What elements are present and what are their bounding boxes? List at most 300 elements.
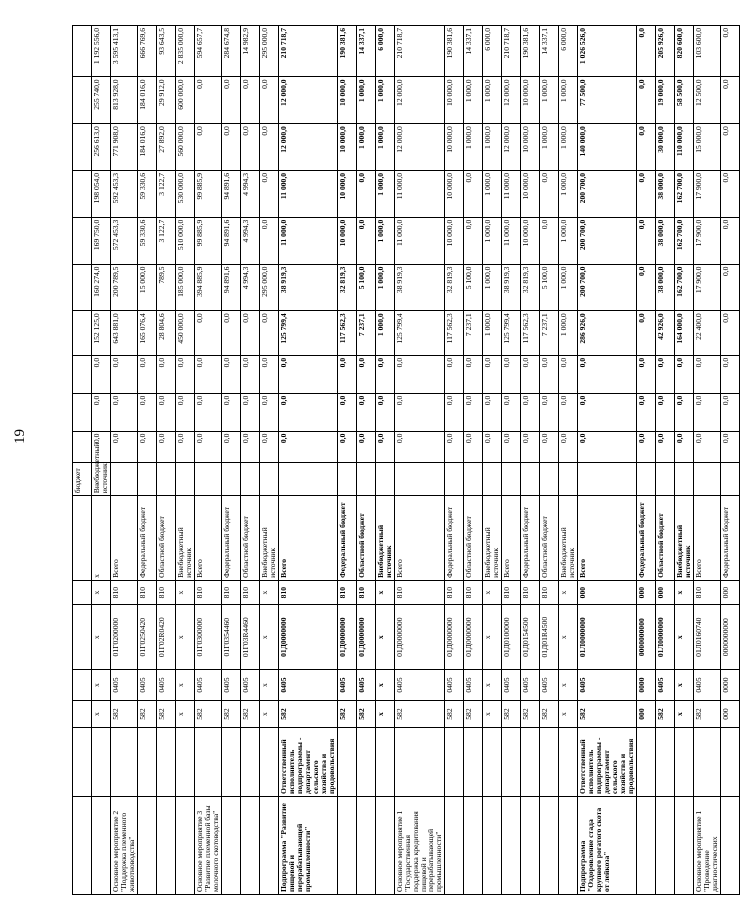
table-cell: [375, 727, 394, 796]
table-cell: 4 994,3: [240, 170, 259, 217]
table-cell: Всего: [502, 496, 521, 581]
table-cell: 117 562,3: [521, 311, 540, 356]
table-cell: 0000: [637, 669, 656, 700]
table-cell: 0,0: [356, 217, 375, 264]
table-cell: [559, 796, 578, 894]
table-cell: 0,0: [375, 393, 394, 431]
table-cell: 200 700,0: [578, 264, 637, 311]
table-cell: 0,0: [175, 431, 194, 462]
table-cell: [194, 727, 221, 796]
table-cell: 6 000,0: [483, 26, 502, 77]
table-cell: 01Г0200000: [111, 605, 138, 670]
table-cell: 12 000,0: [502, 77, 521, 124]
table-cell: 582: [111, 701, 138, 728]
table-cell: 1 000,0: [375, 311, 394, 356]
table-cell: 0,0: [175, 393, 194, 431]
table-cell: 810: [156, 580, 175, 605]
table-cell: 0,0: [92, 393, 111, 431]
table-cell: 0405: [278, 669, 337, 700]
table-cell: 5 100,0: [540, 264, 559, 311]
table-cell: 810: [540, 580, 559, 605]
table-cell: 0,0: [721, 431, 740, 462]
table-cell: 0,0: [278, 431, 337, 462]
table-cell: 643 881,0: [111, 311, 138, 356]
table-cell: Основное мероприятие 3 "Развитие племенной базы молочного скотоводства": [194, 796, 221, 894]
table-cell: 286 926,0: [578, 311, 637, 356]
table-cell: 1 000,0: [540, 124, 559, 171]
table-cell: 0,0: [156, 431, 175, 462]
table-cell: 582: [394, 701, 445, 728]
table-cell: 210 718,7: [394, 26, 445, 77]
table-cell: [73, 124, 92, 171]
table-cell: 28 804,6: [156, 311, 175, 356]
table-cell: 99 885,9: [194, 170, 221, 217]
table-cell: Всего: [578, 496, 637, 581]
table-cell: 4 994,3: [240, 264, 259, 311]
table-cell: 0,0: [656, 431, 675, 462]
table-row: [73, 26, 92, 895]
table-cell: 789,5: [156, 264, 175, 311]
table-cell: [483, 727, 502, 796]
table-row: [445, 26, 464, 895]
table-cell: 1 000,0: [483, 77, 502, 124]
table-cell: [464, 727, 483, 796]
table-cell: 01Д0000000: [464, 605, 483, 670]
table-cell: 0,0: [540, 355, 559, 393]
page-number: 19: [12, 429, 28, 444]
table-cell: 582: [445, 701, 464, 728]
table-cell: х: [259, 580, 278, 605]
table-cell: Внебюджетный источник: [483, 496, 502, 581]
table-cell: 10 000,0: [337, 170, 356, 217]
table-cell: 530 000,0: [175, 170, 194, 217]
table-cell: [175, 462, 194, 495]
table-cell: 12 000,0: [502, 124, 521, 171]
table-cell: [521, 727, 540, 796]
table-cell: Внебюджетный источник: [559, 496, 578, 581]
table-cell: 594 657,7: [194, 26, 221, 77]
table-cell: х: [483, 669, 502, 700]
table-cell: 0,0: [637, 393, 656, 431]
table-cell: 510 000,0: [175, 217, 194, 264]
table-cell: 10 000,0: [445, 170, 464, 217]
table-cell: 01Л0160740: [694, 605, 721, 670]
table-cell: 01Г0354460: [221, 605, 240, 670]
table-cell: 1 000,0: [483, 264, 502, 311]
table-cell: 0,0: [502, 393, 521, 431]
table-cell: 0,0: [540, 393, 559, 431]
table-cell: Федеральный бюджет: [221, 496, 240, 581]
table-cell: [656, 462, 675, 495]
table-cell: 7 237,1: [464, 311, 483, 356]
table-row: [675, 26, 694, 895]
table-cell: 1 000,0: [559, 124, 578, 171]
table-cell: 0,0: [483, 355, 502, 393]
table-cell: 0,0: [445, 393, 464, 431]
table-cell: 210 718,7: [278, 26, 337, 77]
table-cell: 01Д0100000: [502, 605, 521, 670]
table-cell: [337, 796, 356, 894]
table-cell: [445, 796, 464, 894]
table-row: [502, 26, 521, 895]
table-cell: Областной бюджет: [240, 496, 259, 581]
table-cell: [111, 462, 138, 495]
table-cell: 0,0: [259, 77, 278, 124]
table-cell: х: [175, 669, 194, 700]
table-cell: [259, 796, 278, 894]
table-cell: 0,0: [194, 355, 221, 393]
table-cell: 117 562,3: [445, 311, 464, 356]
table-cell: 10 000,0: [521, 77, 540, 124]
table-cell: [73, 701, 92, 728]
table-cell: 0405: [694, 669, 721, 700]
table-cell: 820 600,0: [675, 26, 694, 77]
table-cell: [694, 727, 721, 796]
table-cell: Всего: [111, 496, 138, 581]
table-cell: 14 337,1: [540, 26, 559, 77]
table-cell: 0,0: [156, 393, 175, 431]
table-cell: 190 381,6: [337, 26, 356, 77]
table-cell: 450 000,0: [175, 311, 194, 356]
table-cell: [73, 580, 92, 605]
table-cell: 295 000,0: [259, 26, 278, 77]
table-cell: 771 908,0: [111, 124, 138, 171]
table-cell: Всего: [194, 496, 221, 581]
budget-table: [72, 25, 740, 895]
table-cell: 0,0: [259, 393, 278, 431]
table-cell: [483, 462, 502, 495]
table-cell: 0,0: [721, 355, 740, 393]
table-cell: [73, 727, 92, 796]
table-cell: 582: [221, 701, 240, 728]
table-cell: 38 919,3: [502, 264, 521, 311]
table-cell: Внебюджетный источник: [175, 496, 194, 581]
table-cell: 1 000,0: [483, 217, 502, 264]
table-row: [694, 26, 721, 895]
table-cell: 01Л0000000: [656, 605, 675, 670]
table-cell: 0,0: [111, 393, 138, 431]
table-cell: 0405: [502, 669, 521, 700]
table-cell: 12 000,0: [394, 77, 445, 124]
table-cell: 0,0: [637, 355, 656, 393]
table-cell: 0,0: [111, 355, 138, 393]
table-cell: 184 016,0: [137, 124, 156, 171]
table-row: [483, 26, 502, 895]
table-cell: 0,0: [721, 393, 740, 431]
table-cell: 810: [221, 580, 240, 605]
table-cell: [73, 431, 92, 462]
table-cell: 1 000,0: [375, 170, 394, 217]
table-cell: 190 381,6: [521, 26, 540, 77]
table-cell: 22 400,0: [694, 311, 721, 356]
table-cell: 0,0: [194, 311, 221, 356]
table-cell: 58 500,0: [675, 77, 694, 124]
table-cell: 42 926,0: [656, 311, 675, 356]
table-cell: 0,0: [464, 431, 483, 462]
table-cell: 0,0: [259, 311, 278, 356]
table-cell: 17 900,0: [694, 217, 721, 264]
table-cell: 0405: [156, 669, 175, 700]
table-cell: х: [675, 701, 694, 728]
table-cell: 0,0: [637, 311, 656, 356]
table-cell: [540, 462, 559, 495]
table-cell: [73, 26, 92, 77]
table-cell: х: [483, 701, 502, 728]
table-cell: Всего: [694, 496, 721, 581]
table-cell: 810: [356, 580, 375, 605]
table-cell: [240, 796, 259, 894]
table-cell: 6 000,0: [375, 26, 394, 77]
table-cell: Федеральный бюджет: [137, 496, 156, 581]
table-cell: 1 000,0: [559, 264, 578, 311]
table-row: [375, 26, 394, 895]
table-cell: 01Д0154500: [521, 605, 540, 670]
table-cell: 10 000,0: [521, 217, 540, 264]
table-cell: 0,0: [356, 431, 375, 462]
table-row: [240, 26, 259, 895]
table-cell: 582: [356, 701, 375, 728]
table-cell: 10 000,0: [445, 77, 464, 124]
table-cell: 17 900,0: [694, 170, 721, 217]
table-row: [559, 26, 578, 895]
table-cell: 1 000,0: [483, 124, 502, 171]
table-cell: 0,0: [445, 355, 464, 393]
table-cell: Внебюджетный источник: [675, 496, 694, 581]
table-row: [111, 26, 138, 895]
table-cell: 0,0: [221, 431, 240, 462]
table-cell: 0405: [521, 669, 540, 700]
table-cell: 810: [337, 580, 356, 605]
table-cell: 0,0: [221, 77, 240, 124]
table-cell: [656, 727, 675, 796]
table-cell: 582: [137, 701, 156, 728]
table-cell: 200 700,0: [578, 170, 637, 217]
table-cell: 1 000,0: [559, 217, 578, 264]
table-cell: 0,0: [92, 355, 111, 393]
table-cell: 1 000,0: [464, 124, 483, 171]
table-cell: 10 000,0: [445, 124, 464, 171]
table-cell: 295 000,0: [259, 264, 278, 311]
table-cell: 0,0: [559, 393, 578, 431]
table-cell: 0405: [356, 669, 375, 700]
table-cell: 1 000,0: [375, 264, 394, 311]
table-cell: 10 000,0: [521, 170, 540, 217]
table-cell: 01Г0250420: [137, 605, 156, 670]
table-cell: [73, 496, 92, 581]
table-cell: Федеральный бюджет: [637, 496, 656, 581]
table-cell: 3 122,7: [156, 170, 175, 217]
table-cell: [73, 170, 92, 217]
table-cell: 38 919,3: [394, 264, 445, 311]
table-cell: 582: [502, 701, 521, 728]
table-cell: 11 000,0: [278, 217, 337, 264]
table-cell: [73, 311, 92, 356]
table-cell: 198 054,0: [92, 170, 111, 217]
table-cell: 0,0: [721, 311, 740, 356]
table-cell: 17 900,0: [694, 264, 721, 311]
table-cell: х: [675, 669, 694, 700]
table-cell: х: [92, 701, 111, 728]
table-cell: [675, 462, 694, 495]
table-cell: 810: [240, 580, 259, 605]
table-cell: 0,0: [637, 217, 656, 264]
table-cell: 0,0: [521, 393, 540, 431]
table-cell: 0,0: [92, 431, 111, 462]
table-cell: х: [559, 580, 578, 605]
table-cell: 284 674,8: [221, 26, 240, 77]
table-cell: 11 000,0: [502, 217, 521, 264]
table-cell: 12 000,0: [278, 77, 337, 124]
table-cell: 1 026 526,0: [578, 26, 637, 77]
table-cell: 560 000,0: [175, 124, 194, 171]
table-cell: 0,0: [540, 431, 559, 462]
table-cell: 0,0: [637, 124, 656, 171]
table-cell: [675, 796, 694, 894]
table-row: [721, 26, 740, 895]
table-cell: 0000: [721, 669, 740, 700]
table-cell: [721, 727, 740, 796]
table-cell: 59 330,6: [137, 217, 156, 264]
table-cell: 0,0: [278, 393, 337, 431]
table-cell: 0,0: [502, 355, 521, 393]
table-cell: 32 819,3: [337, 264, 356, 311]
table-cell: 810: [464, 580, 483, 605]
table-cell: 165 076,4: [137, 311, 156, 356]
table-cell: 0405: [464, 669, 483, 700]
table-cell: [637, 796, 656, 894]
table-cell: 59 330,6: [137, 170, 156, 217]
table-cell: [445, 727, 464, 796]
table-cell: 15 000,0: [694, 124, 721, 171]
table-cell: 0,0: [483, 393, 502, 431]
table-cell: 0,0: [137, 431, 156, 462]
table-cell: [156, 462, 175, 495]
table-cell: х: [483, 580, 502, 605]
table-cell: [337, 727, 356, 796]
table-cell: 0,0: [221, 393, 240, 431]
table-cell: 0405: [137, 669, 156, 700]
table-cell: 30 000,0: [656, 124, 675, 171]
table-cell: [259, 462, 278, 495]
table-cell: 210 718,7: [502, 26, 521, 77]
table-cell: 0,0: [221, 355, 240, 393]
table-cell: [521, 462, 540, 495]
table-cell: Ответственный исполнитель подпрограммы - департамент сельского хозяйства и продовольствия: [278, 727, 337, 796]
table-cell: Всего: [278, 496, 337, 581]
table-cell: [637, 727, 656, 796]
table-cell: х: [559, 605, 578, 670]
table-cell: 10 000,0: [445, 217, 464, 264]
table-cell: [73, 796, 92, 894]
table-cell: [73, 355, 92, 393]
table-cell: 200 789,5: [111, 264, 138, 311]
table-cell: [502, 727, 521, 796]
table-cell: 810: [694, 580, 721, 605]
table-cell: 01Г0300000: [194, 605, 221, 670]
table-cell: 0,0: [394, 355, 445, 393]
table-cell: 1 000,0: [375, 77, 394, 124]
table-cell: 160 274,0: [92, 264, 111, 311]
table-cell: 0405: [194, 669, 221, 700]
table-cell: 813 928,0: [111, 77, 138, 124]
table-cell: 000: [637, 701, 656, 728]
table-cell: х: [259, 701, 278, 728]
table-cell: 0405: [111, 669, 138, 700]
table-cell: 582: [540, 701, 559, 728]
table-cell: 0,0: [578, 431, 637, 462]
table-cell: 0405: [656, 669, 675, 700]
table-row: [578, 26, 637, 895]
table-cell: 0,0: [337, 431, 356, 462]
table-cell: 0,0: [194, 77, 221, 124]
table-cell: х: [375, 669, 394, 700]
table-row: [356, 26, 375, 895]
table-cell: 0,0: [375, 431, 394, 462]
table-cell: бюджет: [73, 462, 92, 495]
table-cell: 0,0: [337, 355, 356, 393]
table-cell: 0,0: [240, 77, 259, 124]
table-cell: 0,0: [656, 393, 675, 431]
table-cell: 0,0: [675, 355, 694, 393]
table-cell: 592 453,3: [111, 170, 138, 217]
table-cell: 1 000,0: [483, 311, 502, 356]
table-cell: х: [375, 701, 394, 728]
table-row: [221, 26, 240, 895]
table-cell: [356, 796, 375, 894]
table-cell: 000: [656, 580, 675, 605]
table-cell: [464, 462, 483, 495]
table-row: [194, 26, 221, 895]
table-cell: [73, 264, 92, 311]
table-cell: 0405: [578, 669, 637, 700]
table-cell: 0,0: [464, 355, 483, 393]
table-cell: 12 000,0: [394, 124, 445, 171]
table-cell: 01Д01R4500: [540, 605, 559, 670]
table-cell: 0405: [445, 669, 464, 700]
table-cell: [637, 462, 656, 495]
table-cell: Областной бюджет: [156, 496, 175, 581]
table-cell: 125 799,4: [502, 311, 521, 356]
table-cell: х: [259, 605, 278, 670]
table-cell: 582: [578, 701, 637, 728]
table-cell: 125 799,4: [394, 311, 445, 356]
table-cell: 103 600,0: [694, 26, 721, 77]
table-cell: [502, 796, 521, 894]
table-cell: 582: [656, 701, 675, 728]
table-cell: 0,0: [559, 355, 578, 393]
table-cell: 000: [637, 580, 656, 605]
table-cell: 15 000,0: [137, 264, 156, 311]
table-cell: х: [175, 580, 194, 605]
table-cell: 6 000,0: [559, 26, 578, 77]
table-cell: 14 337,1: [464, 26, 483, 77]
table-cell: 0,0: [445, 431, 464, 462]
table-cell: 4 994,3: [240, 217, 259, 264]
table-cell: Федеральный бюджет: [445, 496, 464, 581]
table-cell: 94 891,6: [221, 170, 240, 217]
table-cell: 1 192 556,0: [92, 26, 111, 77]
table-cell: 0,0: [464, 170, 483, 217]
table-row: [637, 26, 656, 895]
table-cell: 0,0: [464, 217, 483, 264]
table-cell: 164 000,0: [675, 311, 694, 356]
table-cell: 110 000,0: [675, 124, 694, 171]
table-cell: 1 000,0: [559, 170, 578, 217]
table-cell: 0,0: [637, 26, 656, 77]
table-cell: 0,0: [259, 170, 278, 217]
table-cell: [394, 462, 445, 495]
table-cell: 0,0: [356, 170, 375, 217]
